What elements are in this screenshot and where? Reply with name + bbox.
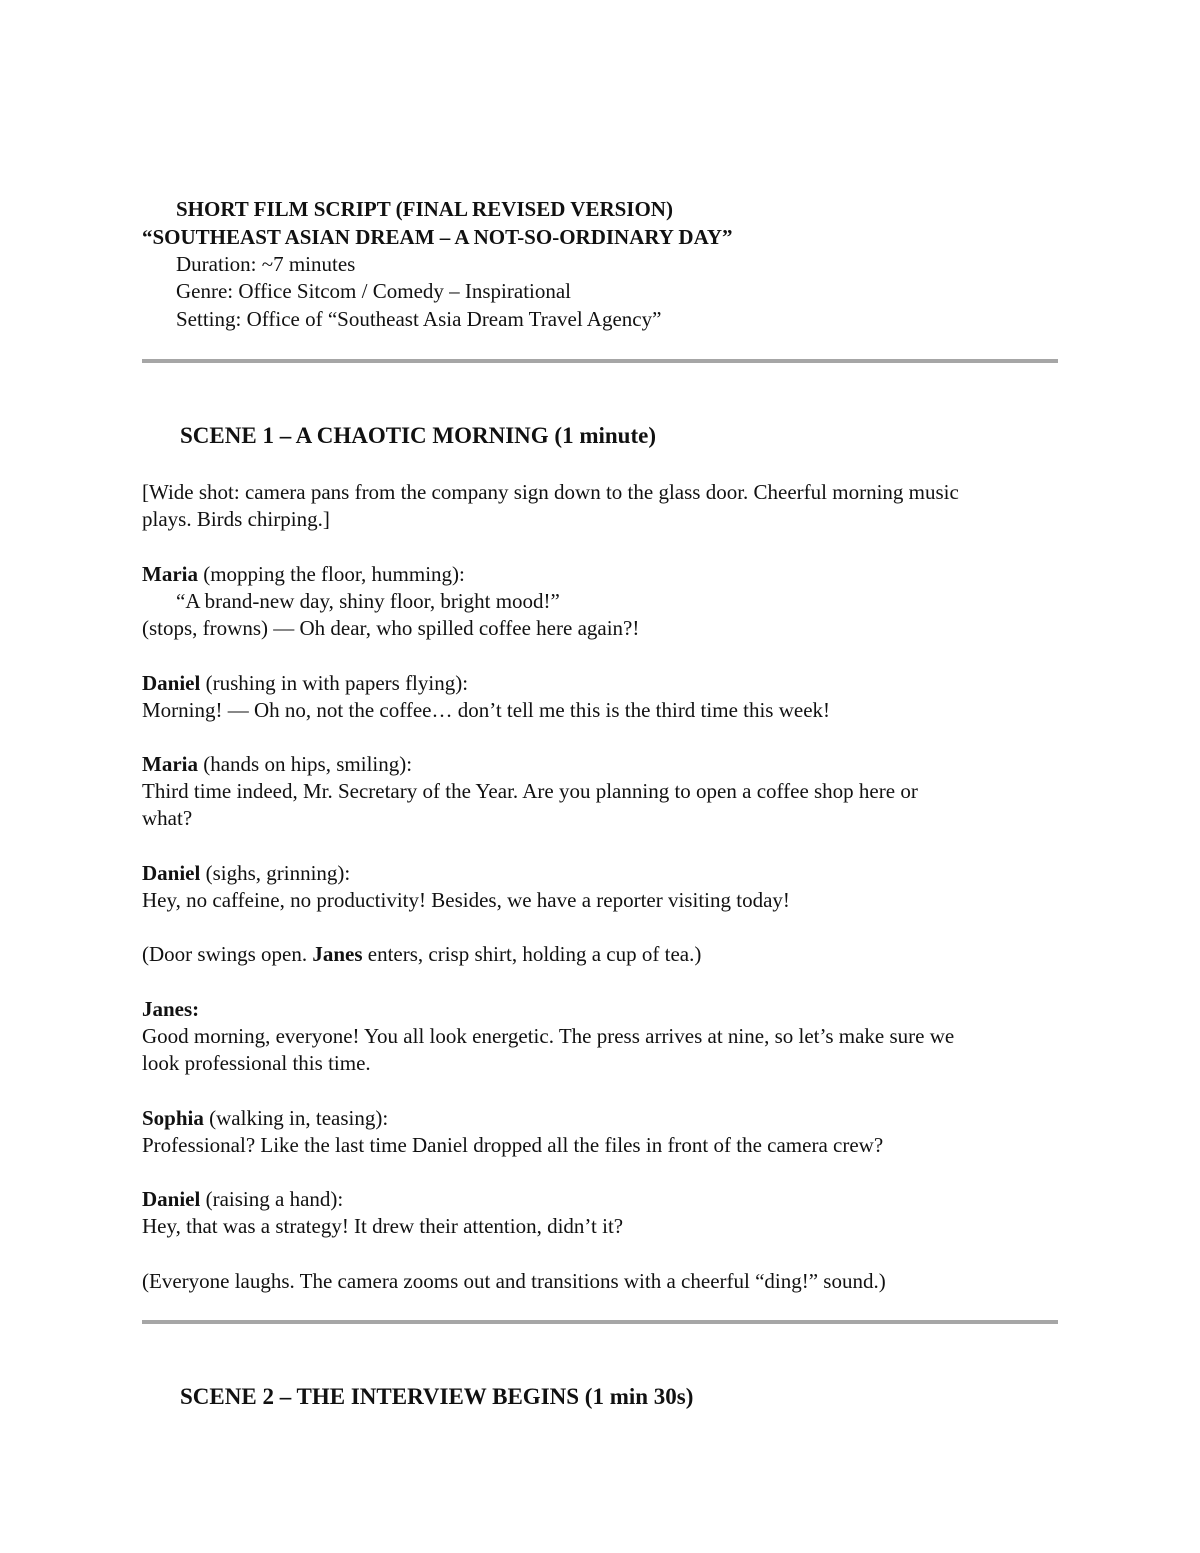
dialogue-cue xyxy=(142,561,465,588)
stage-direction xyxy=(142,941,701,968)
section-divider xyxy=(142,1320,1058,1324)
speaker-name: Janes xyxy=(312,942,363,966)
speaker-action: (raising a hand): xyxy=(200,1187,344,1211)
speaker-action: (rushing in with papers flying): xyxy=(200,671,469,695)
dialogue-line: Hey, no caffeine, no productivity! Besides, we have a reporter visiting today! xyxy=(142,888,790,912)
scene-2-heading: SCENE 2 – THE INTERVIEW BEGINS (1 min 30s) xyxy=(180,1384,694,1409)
speaker-name: Maria xyxy=(142,752,198,776)
dialogue-line: what? xyxy=(142,806,193,830)
dialogue-cue xyxy=(142,1186,343,1213)
section-divider xyxy=(142,359,1058,363)
duration-line: Duration: ~7 minutes xyxy=(176,252,356,276)
speaker-name: Daniel xyxy=(142,861,201,885)
dialogue-line: Good morning, everyone! You all look energetic. The press arrives at nine, so let’s make sure we xyxy=(142,1024,955,1048)
speaker-name: Sophia xyxy=(142,1106,204,1130)
speaker-action: (sighs, grinning): xyxy=(200,861,351,885)
speaker-action: (hands on hips, smiling): xyxy=(197,752,413,776)
setting-line: Setting: Office of “Southeast Asia Dream Travel Agency” xyxy=(176,307,662,331)
stage-direction: plays. Birds chirping.] xyxy=(142,507,330,531)
speaker-name: Maria xyxy=(142,562,198,586)
speaker-name: Daniel xyxy=(142,1187,201,1211)
direction-text: (Door swings open. xyxy=(142,942,313,966)
speaker-name: Daniel xyxy=(142,671,201,695)
speaker-action: (walking in, teasing): xyxy=(203,1106,389,1130)
dialogue-line: Professional? Like the last time Daniel dropped all the files in front of the camera crew? xyxy=(142,1133,884,1157)
dialogue-line: Hey, that was a strategy! It drew their attention, didn’t it? xyxy=(142,1214,624,1238)
film-title: “SOUTHEAST ASIAN DREAM – A NOT-SO-ORDINARY DAY” xyxy=(142,225,733,249)
dialogue-cue xyxy=(142,1105,388,1132)
dialogue-line: (stops, frowns) — Oh dear, who spilled coffee here again?! xyxy=(142,616,640,640)
script-title: SHORT FILM SCRIPT (FINAL REVISED VERSION) xyxy=(176,197,673,221)
dialogue-cue xyxy=(142,860,350,887)
scene-1-heading: SCENE 1 – A CHAOTIC MORNING (1 minute) xyxy=(180,423,657,448)
dialogue-cue xyxy=(142,751,412,778)
direction-text: enters, crisp shirt, holding a cup of tea.) xyxy=(362,942,702,966)
dialogue-line: “A brand-new day, shiny floor, bright mood!” xyxy=(176,589,560,613)
speaker-name: Janes: xyxy=(142,997,200,1021)
stage-direction: [Wide shot: camera pans from the company sign down to the glass door. Cheerful morning music xyxy=(142,480,959,504)
dialogue-line: look professional this time. xyxy=(142,1051,371,1075)
genre-line: Genre: Office Sitcom / Comedy – Inspirational xyxy=(176,279,572,303)
dialogue-line: Third time indeed, Mr. Secretary of the Year. Are you planning to open a coffee shop here or xyxy=(142,779,918,803)
stage-direction: (Everyone laughs. The camera zooms out and transitions with a cheerful “ding!” sound.) xyxy=(142,1269,886,1293)
dialogue-line: Morning! — Oh no, not the coffee… don’t tell me this is the third time this week! xyxy=(142,698,831,722)
dialogue-cue xyxy=(142,670,468,697)
speaker-action: (mopping the floor, humming): xyxy=(197,562,465,586)
